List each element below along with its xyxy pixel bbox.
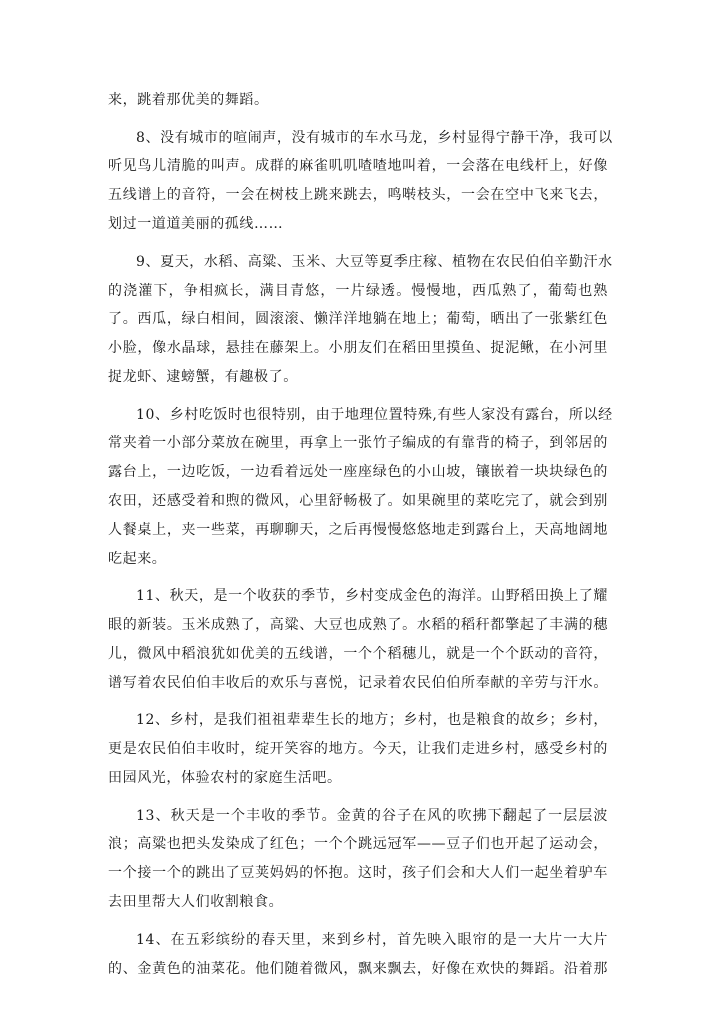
text-line: 来，跳着那优美的舞蹈。 bbox=[108, 92, 269, 108]
text-line: 11、秋天，是一个收获的季节，乡村变成金色的海洋。山野稻田换上了耀 bbox=[136, 588, 608, 605]
text-line: 更是农民伯伯丰收时，绽开笑容的地方。今天，让我们走进乡村，感受乡村的 bbox=[108, 741, 608, 758]
paragraph-9 bbox=[108, 248, 613, 392]
text-line: 10、乡村吃饭时也很特别，由于地理位置特殊,有些人家没有露台，所以经 bbox=[136, 406, 613, 423]
text-line: 的、金黄色的油菜花。他们随着微风，飘来飘去，好像在欢快的舞蹈。沿着那 bbox=[108, 960, 608, 977]
text-line: 人餐桌上，夹一些菜，再聊聊天，之后再慢慢悠悠地走到露台上，天高地阔地 bbox=[108, 521, 608, 538]
text-line: 浪；高粱也把头发染成了红色；一个个跳远冠军——豆子们也开起了运动会， bbox=[108, 836, 608, 853]
text-line: 一个接一个的跳出了豆荚妈妈的怀抱。这时，孩子们会和大人们一起坐着驴车 bbox=[108, 865, 608, 882]
text-line: 露台上，一边吃饭，一边看着远处一座座绿色的小山坡，镶嵌着一块块绿色的 bbox=[108, 464, 608, 481]
paragraph-11 bbox=[108, 582, 608, 697]
text-line: 农田，还感受着和煦的微风，心里舒畅极了。如果碗里的菜吃完了，就会到别 bbox=[108, 493, 608, 510]
document-page bbox=[108, 86, 613, 992]
text-line: 14、在五彩缤纷的春天里，来到乡村，首先映入眼帘的是一大片一大片 bbox=[136, 931, 608, 948]
text-line: 常夹着一小部分菜放在碗里，再拿上一张竹子编成的有靠背的椅子，到邻居的 bbox=[108, 435, 608, 452]
text-line: 谱写着农民伯伯丰收后的欢乐与喜悦，记录着农民伯伯所奉献的辛劳与汗水。 bbox=[108, 674, 608, 691]
paragraph-13 bbox=[108, 802, 608, 917]
paragraph-10 bbox=[108, 401, 613, 574]
paragraph-8 bbox=[108, 124, 613, 239]
text-line: 眼的新装。玉米成熟了，高粱、大豆也成熟了。水稻的稻秆都擎起了丰满的穗 bbox=[108, 617, 608, 634]
text-line: 13、秋天是一个丰收的季节。金黄的谷子在风的吹拂下翻起了一层层波 bbox=[136, 807, 608, 824]
paragraph-14 bbox=[108, 926, 608, 984]
paragraph-12 bbox=[108, 706, 608, 792]
text-line: 划过一道道美丽的孤线…… bbox=[108, 216, 284, 233]
text-line: 9、夏天，水稻、高粱、玉米、大豆等夏季庄稼、植物在农民伯伯辛勤汗水 bbox=[136, 253, 613, 270]
text-line: 捉龙虾、逮螃蟹，有趣极了。 bbox=[108, 368, 298, 385]
paragraph-continuation bbox=[108, 86, 608, 115]
text-line: 五线谱上的音符，一会在树枝上跳来跳去，鸣啭枝头，一会在空中飞来飞去， bbox=[108, 187, 608, 204]
text-line: 了。西瓜，绿白相间，圆滚滚、懒洋洋地躺在地上；葡萄，晒出了一张紫红色 bbox=[108, 311, 608, 328]
text-line: 儿，微风中稻浪犹如优美的五线谱，一个个稻穗儿，就是一个个跃动的音符， bbox=[108, 645, 608, 662]
text-line: 田园风光，体验农村的家庭生活吧。 bbox=[108, 769, 342, 786]
text-line: 听见鸟儿清脆的叫声。成群的麻雀叽叽喳喳地叫着，一会落在电线杆上，好像 bbox=[108, 158, 608, 175]
text-line: 去田里帮大人们收割粮食。 bbox=[108, 894, 284, 911]
text-line: 12、乡村，是我们祖祖辈辈生长的地方；乡村，也是粮食的故乡；乡村， bbox=[136, 712, 608, 729]
text-line: 小脸，像水晶球，悬挂在藤架上。小朋友们在稻田里摸鱼、捉泥鳅，在小河里 bbox=[108, 340, 608, 357]
text-line: 吃起来。 bbox=[108, 550, 167, 567]
text-line: 的浇灌下，争相疯长，满目青悠，一片绿透。慢慢地，西瓜熟了，葡萄也熟 bbox=[108, 282, 608, 299]
text-line: 8、没有城市的喧闹声，没有城市的车水马龙，乡村显得宁静干净，我可以 bbox=[136, 129, 613, 146]
